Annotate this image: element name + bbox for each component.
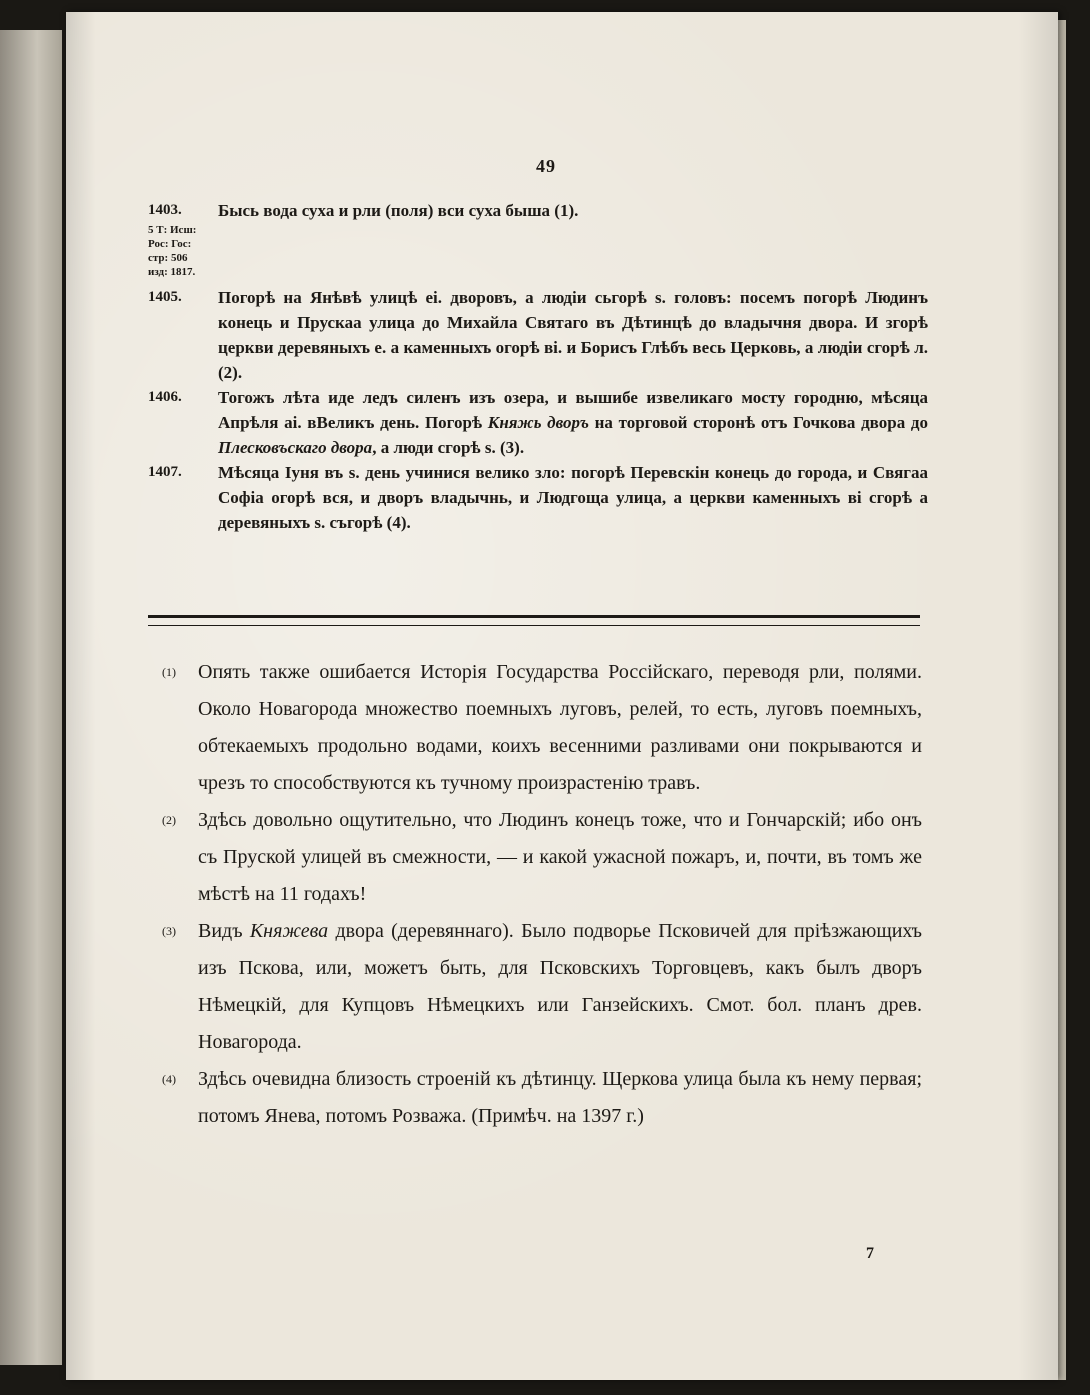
entry-text (218, 460, 928, 535)
book-page (66, 12, 1058, 1380)
left-page-edge (0, 30, 62, 1365)
italic-text-run: Плесковъскаго двора (218, 438, 373, 457)
chronicle-entry (148, 385, 928, 460)
source-reference-line: 5 Т: Исш: (148, 224, 197, 236)
entry-text (218, 285, 928, 385)
text-run: двора (деревяннаго). Было подворье Псковичей для пріѣзжающихъ изъ Пскова, или, можетъ быть, для Псковскихъ Торговцевъ, какъ былъ дворъ Нѣмецкій, для Купцовъ Нѣмецкихъ или Ганзейскихъ. Смот. бол. планъ древ. Новагорода. (198, 920, 922, 1053)
footnote-text (198, 802, 922, 913)
footnote-text (198, 913, 922, 1061)
text-run: Опять также ошибается Исторія Государства Россійскаго, переводя рли, полями. Около Новагорода множество поемныхъ луговъ, релей, то есть, луговъ поемныхъ, обтекаемыхъ продольно водами, коихъ весенними разливами они покрываются и чрезъ то способствуются къ тучному произрастенію травъ. (198, 661, 922, 794)
footnote-marker: (3) (162, 924, 176, 938)
text-run: Тогожъ лѣта иде ледъ силенъ изъ озера, и вышибе извеликаго мосту городню, мѣсяца Апрѣля аі. вВеликъ день. Погорѣ (218, 388, 928, 432)
entry-text (218, 198, 928, 223)
chronicle-entry (148, 198, 928, 223)
entry-text (218, 385, 928, 460)
printer-signature-mark: 7 (866, 1245, 874, 1262)
footnote (162, 913, 922, 1061)
footnote-separator-rule (148, 615, 920, 626)
entry-year: 1403. (148, 202, 182, 218)
source-reference-line: Рос: Гос: (148, 238, 192, 250)
chronicle-entry (148, 460, 928, 535)
footnote (162, 1061, 922, 1135)
text-run: , а люди сгорѣ s. (3). (372, 438, 525, 457)
source-reference-line: стр: 506 (148, 252, 188, 264)
italic-text-run: Княжь дворъ (487, 413, 589, 432)
page-number: 49 (536, 156, 556, 176)
text-run: Здѣсь довольно ощутительно, что Людинъ конецъ тоже, что и Гончарскій; ибо онъ съ Пруской улицей въ смежности, — и какой ужасной пожаръ, и, почти, въ томъ же мѣстѣ на 11 годахъ! (198, 809, 922, 905)
italic-text-run: Княжева (249, 920, 329, 942)
footnote (162, 802, 922, 913)
text-run: Здѣсь очевидна близость строеній къ дѣтинцу. Щеркова улица была къ нему первая; потомъ Янева, потомъ Розважа. (Примѣч. на 1397 г.) (198, 1068, 922, 1127)
footnote (162, 654, 922, 802)
entry-year: 1406. (148, 389, 182, 405)
footnote-marker: (2) (162, 813, 176, 827)
footnote-text (198, 1061, 922, 1135)
text-run: Мѣсяца Іуня въ s. день учинися велико зло: погорѣ Перевскін конець до города, и Свягаа Софіа огорѣ вся, и дворъ владычнь, и Людгоща улица, а церкви каменныхъ ві сгорѣ а деревяныхъ s. съгорѣ (4). (218, 463, 928, 532)
chronicle-entries (148, 198, 928, 535)
text-run: Погорѣ на Янѣвѣ улицѣ еі. дворовъ, а людіи сьгорѣ s. головъ: посемъ погорѣ Людинъ конець и Прускаа улица до Михайла Святаго въ Дѣтинцѣ до владычня двора. И згорѣ церкви деревяныхъ е. а каменныхъ огорѣ ві. и Борисъ Глѣбъ весь Церковь, а людіи сгорѣ л. (2). (218, 288, 928, 382)
source-reference-line: изд: 1817. (148, 266, 196, 278)
text-run: Видъ (198, 920, 250, 942)
footnote-marker: (4) (162, 1072, 176, 1086)
entry-year: 1407. (148, 464, 182, 480)
chronicle-entry (148, 285, 928, 385)
entry-year: 1405. (148, 289, 182, 305)
text-run: Бысь вода суха и рли (поля) вси суха быша (1). (218, 201, 579, 220)
footnote-marker: (1) (162, 665, 176, 679)
source-reference-note (148, 223, 228, 279)
footnote-text (198, 654, 922, 802)
footnotes (162, 654, 922, 1135)
text-run: на торговой сторонѣ отъ Гочкова двора до (588, 413, 928, 432)
